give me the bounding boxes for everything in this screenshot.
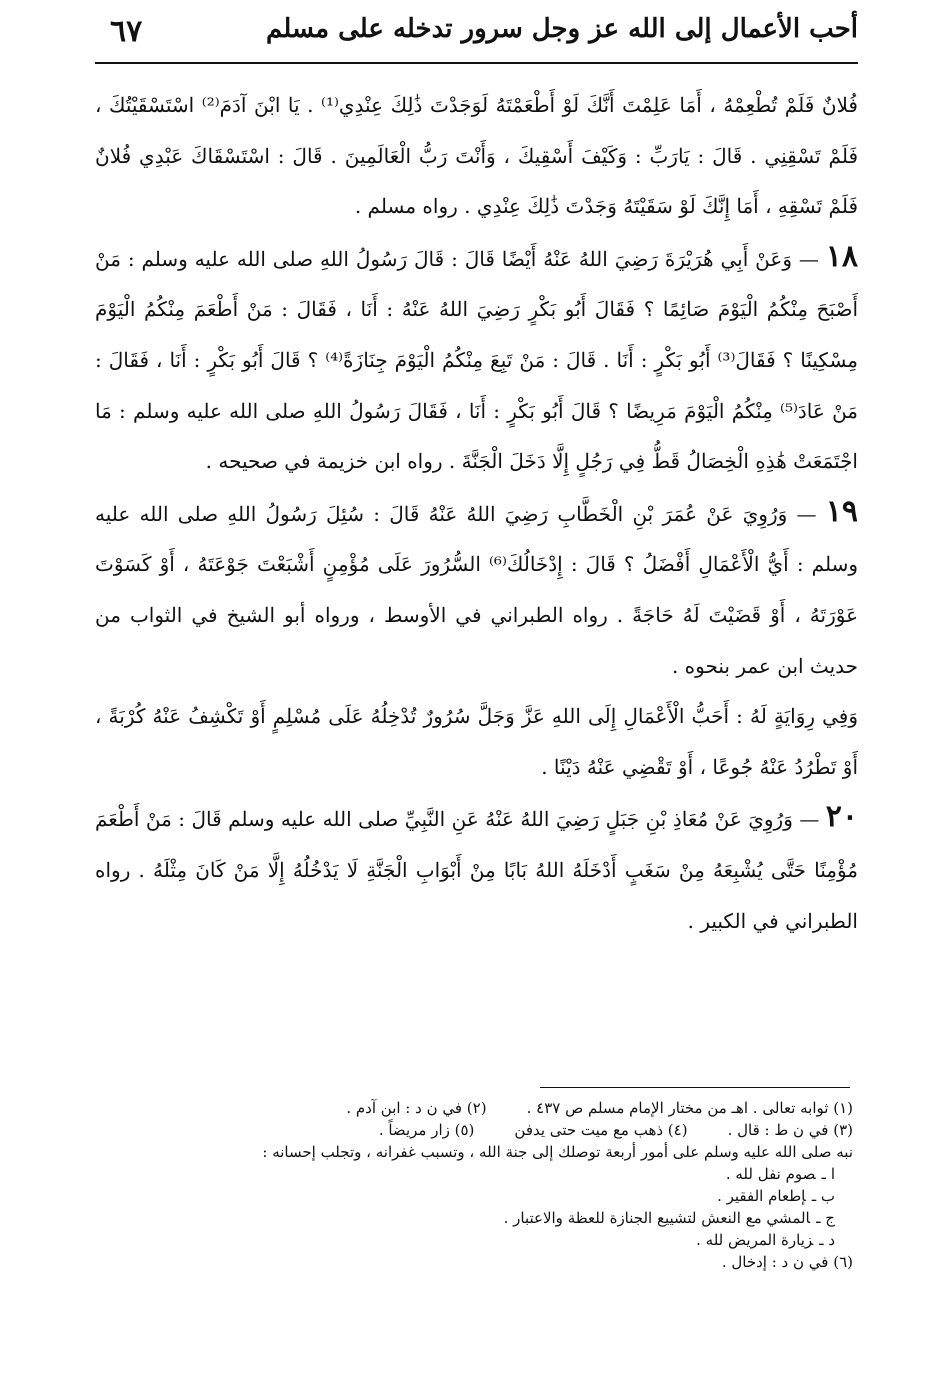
page-number: ٦٧ — [110, 14, 143, 49]
hadith-text: — وَعَنْ أَبِي هُرَيْرَةَ رَضِيَ اللهُ عَنْهُ أَيْضًا قَالَ : قَالَ رَسُولُ اللهِ صلى الله عليه وسلم : مَنْ أَصْبَحَ مِنْكُمُ الْيَوْمَ صَائِمًا ؟ فَقَالَ أَبُو بَكْرٍ رَضِيَ اللهُ عَنْهُ : أَنَا ، فَقَالَ : مَنْ أَطْعَمَ مِنْكُمُ الْيَوْمَ مِسْكِينًا ؟ فَقَالَ⁽³⁾ أَبُو بَكْرٍ : أَنَا . قَالَ : مَنْ تَبِعَ مِنْكُمُ الْيَوْمَ جِنَازَةً⁽⁴⁾ ؟ قَالَ أَبُو بَكْرٍ : أَنَا ، فَقَالَ : مَنْ عَادَ⁽⁵⁾ مِنْكُمُ الْيَوْمَ مَرِيضًا ؟ قَالَ أَبُو بَكْرٍ : أَنَا ، فَقَالَ رَسُولُ اللهِ صلى الله عليه وسلم : مَا اجْتَمَعَتْ هَٰذِهِ الْخِصَالُ قَطُّ فِي رَجُلٍ إِلَّا دَخَلَ الْجَنَّةَ . رواه ابن خزيمة في صحيحه . — [95, 246, 858, 474]
paragraph-hadith-18 — [95, 232, 858, 487]
paragraph-hadith-continuation: فُلانٌ فَلَمْ تُطْعِمْهُ ، أَمَا عَلِمْتَ أَنَّكَ لَوْ أَطْعَمْتَهُ لَوَجَدْتَ ذَٰلِكَ عِنْدِي⁽¹⁾ . يَا ابْنَ آدَمَ⁽²⁾ اسْتَسْقَيْتُكَ ، فَلَمْ تَسْقِنِي . قَالَ : يَارَبِّ : وَكَيْفَ أَسْقِيكَ ، وَأَنْتَ رَبُّ الْعَالَمِينَ . قَالَ : اسْتَسْقَاكَ عَبْدِي فُلانٌ فَلَمْ تَسْقِهِ ، أَمَا إِنَّكَ لَوْ سَقَيْتَهُ وَجَدْتَ ذَٰلِكَ عِنْدِي . رواه مسلم . — [95, 93, 858, 219]
footnote-row — [95, 1251, 853, 1273]
commentary-item — [95, 1207, 853, 1229]
paragraph-riwaya: وَفِي رِوَايَةٍ لَهُ : أَحَبُّ الْأَعْمَالِ إِلَى اللهِ عَزَّ وَجَلَّ سُرُورٌ تُدْخِلُهُ عَلَى مُسْلِمٍ أَوْ تَكْشِفُ عَنْهُ كُرْبَةً ، أَوْ تَطْرُدُ عَنْهُ جُوعًا ، أَوْ تَقْضِي عَنْهُ دَيْنًا . — [95, 704, 858, 779]
running-title: أحب الأعمال إلى الله عز وجل سرور تدخله على مسلم — [266, 14, 858, 44]
hadith-text: — وَرُوِيَ عَنْ مُعَاذِ بْنِ جَبَلٍ رَضِيَ اللهُ عَنْهُ عَنِ النَّبِيِّ صلى الله عليه وسلم قَالَ : مَنْ أَطْعَمَ مُؤْمِنًا حَتَّى يُشْبِعَهُ مِنْ سَغَبٍ أَدْخَلَهُ اللهُ بَابًا مِنْ أَبْوَابِ الْجَنَّةِ لَا يَدْخُلُهُ إِلَّا مَنْ كَانَ مِثْلَهُ . رواه الطبراني في الكبير . — [95, 807, 858, 933]
footnote-1: (١) ثوابه تعالى . اهـ من مختار الإمام مسلم ص ٤٣٧ . — [526, 1099, 853, 1117]
footnote-commentary: نبه صلى الله عليه وسلم على أمور أربعة توصلك إلى جنة الله ، وتسبب غفرانه ، وتجلب إحسانه : — [262, 1143, 853, 1161]
item-text: صوم نفل لله . — [725, 1165, 816, 1183]
header-divider — [95, 62, 858, 64]
commentary-item — [95, 1185, 853, 1207]
item-letter: ج ـ — [816, 1209, 835, 1227]
commentary-item — [95, 1163, 853, 1185]
item-text: إطعام الفقير . — [717, 1187, 806, 1205]
item-letter: ا ـ — [821, 1165, 835, 1183]
footnote-row — [95, 1097, 853, 1119]
footnote-row — [95, 1119, 853, 1141]
footnote-2: (٢) في ن د : ابن آدم . — [346, 1099, 487, 1117]
footnote-6: (٦) في ن د : إدخال . — [721, 1253, 853, 1271]
commentary-item — [95, 1229, 853, 1251]
page-header — [90, 8, 858, 58]
item-letter: ب ـ — [811, 1187, 835, 1205]
item-letter: د ـ — [819, 1231, 835, 1249]
hadith-number: ١٨ — [825, 238, 859, 274]
hadith-number: ٢٠ — [825, 799, 859, 835]
hadith-number: ١٩ — [825, 493, 859, 529]
paragraph-hadith-19 — [95, 487, 858, 691]
paragraph-hadith-20 — [95, 792, 858, 946]
main-text — [95, 80, 858, 946]
footnote-divider — [540, 1087, 850, 1088]
footnotes — [95, 1097, 853, 1273]
footnote-4: (٤) ذهب مع ميت حتى يدفن — [514, 1121, 688, 1139]
footnote-3: (٣) في ن ط : قال . — [727, 1121, 853, 1139]
item-text: المشي مع النعش لتشييع الجنازة للعظة والاعتبار . — [503, 1209, 811, 1227]
footnote-5: (٥) زار مريضاً . — [378, 1121, 475, 1139]
item-text: زيارة المريض لله . — [696, 1231, 814, 1249]
hadith-text: — وَرُوِيَ عَنْ عُمَرَ بْنِ الْخَطَّابِ رَضِيَ اللهُ عَنْهُ قَالَ : سُئِلَ رَسُولُ اللهِ صلى الله عليه وسلم : أَيُّ الْأَعْمَالِ أَفْضَلُ ؟ قَالَ : إِدْخَالُكَ⁽⁶⁾ السُّرُورَ عَلَى مُؤْمِنٍ أَشْبَعْتَ جَوْعَتَهُ ، أَوْ كَسَوْتَ عَوْرَتَهُ ، أَوْ قَضَيْتَ لَهُ حَاجَةً . رواه الطبراني في الأوسط ، ورواه أبو الشيخ في الثواب من حديث ابن عمر بنحوه . — [95, 501, 858, 678]
